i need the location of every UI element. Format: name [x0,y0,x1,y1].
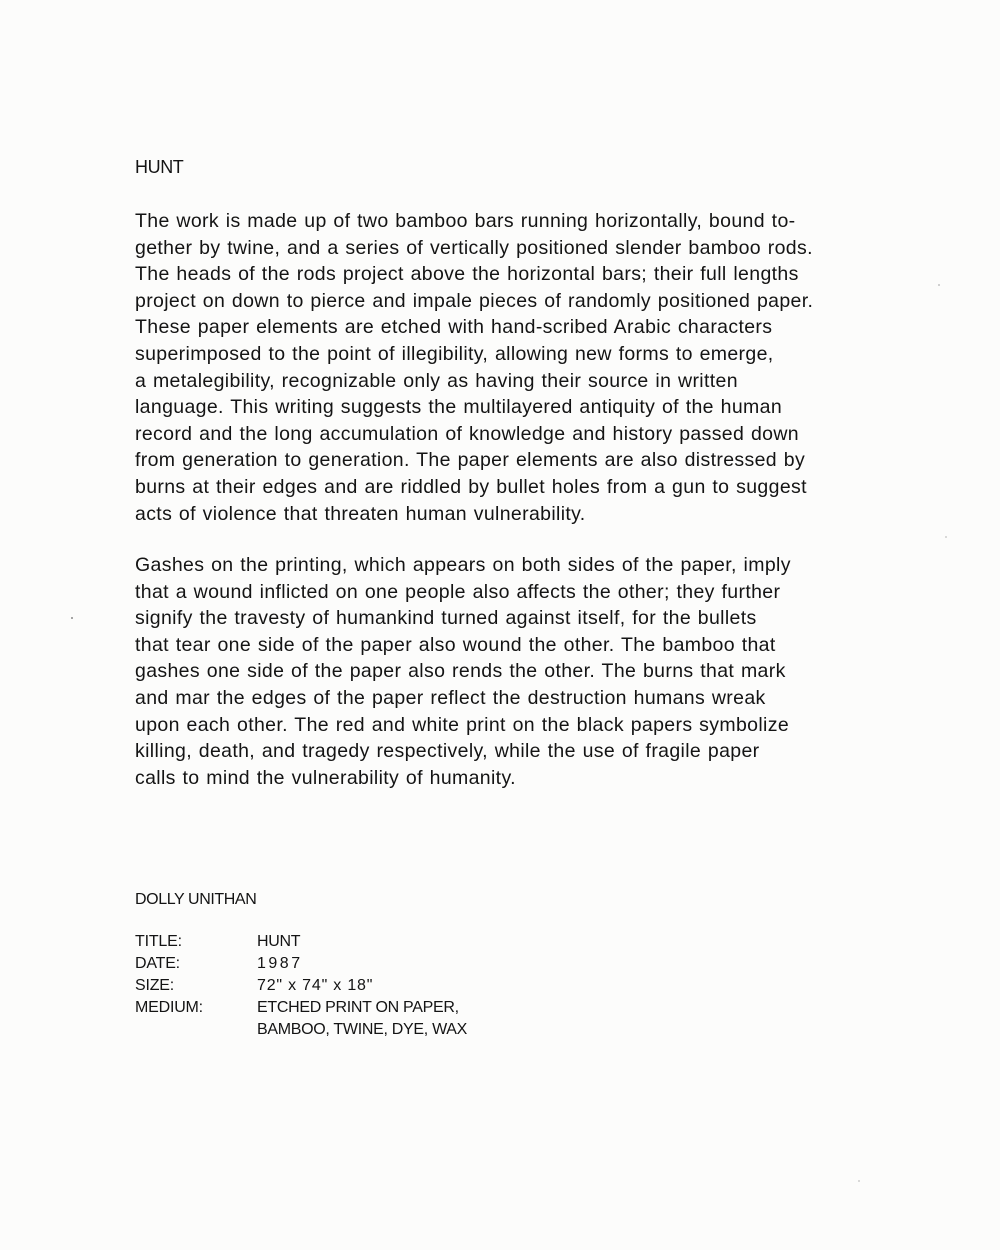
paragraph-line: language. This writing suggests the multilayered antiquity of the human [135,396,783,419]
paragraph-line: superimposed to the point of illegibility, allowing new forms to emerge, [135,342,774,365]
detail-row-medium [135,997,467,1041]
description-paragraph-2 [135,552,915,791]
paragraph-line: record and the long accumulation of knowledge and history passed down [135,422,799,445]
detail-row-title [135,931,467,953]
paragraph-line: acts of violence that threaten human vulnerability. [135,502,586,525]
paragraph-line: Gashes on the printing, which appears on both sides of the paper, imply [135,554,791,576]
medium-value-line-1: ETCHED PRINT ON PAPER, [257,999,459,1016]
detail-row-size [135,975,467,997]
title-value: HUNT [257,933,301,950]
scan-speck [938,284,940,286]
paragraph-line: that tear one side of the paper also wound the other. The bamboo that [135,633,776,656]
paragraph-line: gashes one side of the paper also rends the other. The burns that mark [135,660,786,683]
paragraph-line: upon each other. The red and white print on the black papers symbolize [135,713,790,736]
medium-value-line-2: BAMBOO, TWINE, DYE, WAX [257,1021,468,1038]
title-label: TITLE: [135,933,182,950]
scan-speck [858,1180,860,1182]
paragraph-line: that a wound inflicted on one people also affects the other; they further [135,580,781,603]
paragraph-line: burns at their edges and are riddled by bullet holes from a gun to suggest [135,475,807,498]
paragraph-line: These paper elements are etched with hand-scribed Arabic characters [135,316,773,339]
date-label: DATE: [135,955,180,972]
paragraph-line: project on down to pierce and impale pieces of randomly positioned paper. [135,289,814,312]
paragraph-line: and mar the edges of the paper reflect the destruction humans wreak [135,686,766,709]
medium-label: MEDIUM: [135,999,203,1016]
size-label: SIZE: [135,977,175,994]
medium-value [257,997,467,1041]
paragraph-line: killing, death, and tragedy respectively, while the use of fragile paper [135,740,760,763]
size-value: 72" x 74" x 18" [257,977,374,994]
paragraph-line: a metalegibility, recognizable only as having their source in written [135,369,738,392]
paragraph-line: from generation to generation. The paper elements are also distressed by [135,449,806,472]
document-heading: HUNT [135,157,184,177]
date-value: 1987 [257,955,303,972]
description-paragraph-1 [135,208,915,527]
scan-speck [71,617,73,619]
artist-name: DOLLY UNITHAN [135,891,257,908]
paragraph-line: signify the travesty of humankind turned against itself, for the bullets [135,607,757,630]
detail-row-date [135,953,467,975]
paragraph-line: gether by twine, and a series of vertically positioned slender bamboo rods. [135,236,813,259]
scan-speck [945,536,947,538]
paragraph-line: The heads of the rods project above the horizontal bars; their full lengths [135,263,799,286]
paragraph-line: calls to mind the vulnerability of humanity. [135,766,516,789]
paragraph-line: The work is made up of two bamboo bars running horizontally, bound to- [135,210,796,232]
artwork-details [135,931,467,1041]
